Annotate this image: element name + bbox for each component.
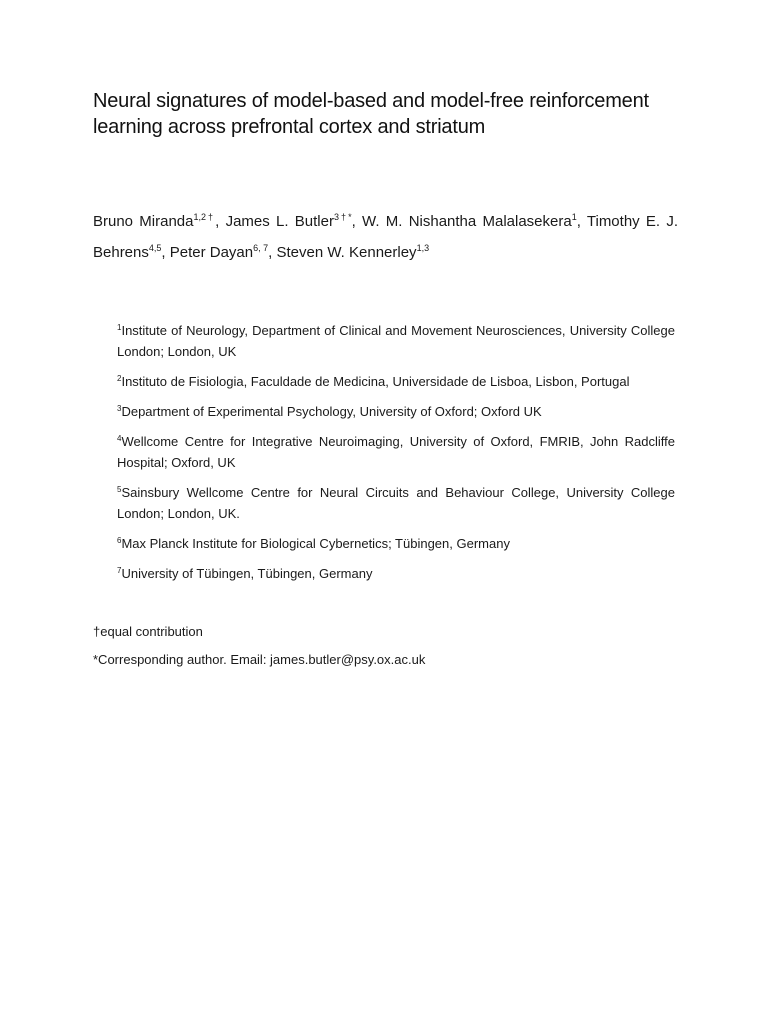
footnotes <box>93 621 673 677</box>
affiliation-number: 6 <box>117 536 122 545</box>
affiliation-number: 4 <box>117 434 122 443</box>
author-affiliation-marker: 4,5 <box>148 243 162 253</box>
author-affiliation-marker: 1 <box>571 212 577 222</box>
affiliation: $^6$Max Planck Institute for Biological Cybernetics; Tübingen, Germany <box>117 536 510 551</box>
author-affiliation-marker: 3†* <box>333 212 352 222</box>
author: Peter Dayan$^{6, 7}$, <box>169 243 277 261</box>
affiliation-list <box>117 320 675 593</box>
author: W. M. Nishantha Malalasekera$^1$, <box>362 212 587 230</box>
author: Bruno Miranda$^{1,2\dagger}$, <box>93 212 226 230</box>
affiliation-number: 2 <box>117 374 122 383</box>
author-affiliation-marker: 1,3 <box>416 243 430 253</box>
affiliation: $^1$Institute of Neurology, Department of Clinical and Movement Neurosciences, University College London; London, UK <box>117 323 675 359</box>
author-affiliation-marker: 6, 7 <box>253 243 269 253</box>
affiliation-number: 7 <box>117 566 122 575</box>
affiliation-number: 3 <box>117 404 122 413</box>
affiliation: $^7$University of Tübingen, Tübingen, Germany <box>117 566 373 581</box>
affiliation-number: 1 <box>117 323 122 332</box>
affiliation-number: 5 <box>117 485 122 494</box>
author: Timothy E. J. Behrens$^{4,5}$, <box>93 213 678 261</box>
author-list <box>93 206 678 268</box>
affiliation: $^3$Department of Experimental Psychology, University of Oxford; Oxford UK <box>117 404 542 419</box>
affiliation: $^5$Sainsbury Wellcome Centre for Neural Circuits and Behaviour College, University College London; London, UK. <box>117 485 675 521</box>
corresponding-author-note: *Corresponding author. Email: james.butler@psy.ox.ac.uk <box>93 652 426 667</box>
author-affiliation-marker: 1,2† <box>193 212 216 222</box>
paper-title: Neural signatures of model-based and model-free reinforcement learning across prefrontal cortex and striatum <box>93 90 649 138</box>
affiliation: $^2$Instituto de Fisiologia, Faculdade de Medicina, Universidade de Lisboa, Lisbon, Portugal <box>117 374 630 389</box>
affiliation: $^4$Wellcome Centre for Integrative Neuroimaging, University of Oxford, FMRIB, John Radcliffe Hospital; Oxford, UK <box>117 434 675 470</box>
equal-contribution-note: †equal contribution <box>93 624 203 639</box>
author: Steven W. Kennerley$^{1,3}$ <box>276 243 430 261</box>
author: James L. Butler$^{3\dagger*}$, <box>225 212 363 230</box>
